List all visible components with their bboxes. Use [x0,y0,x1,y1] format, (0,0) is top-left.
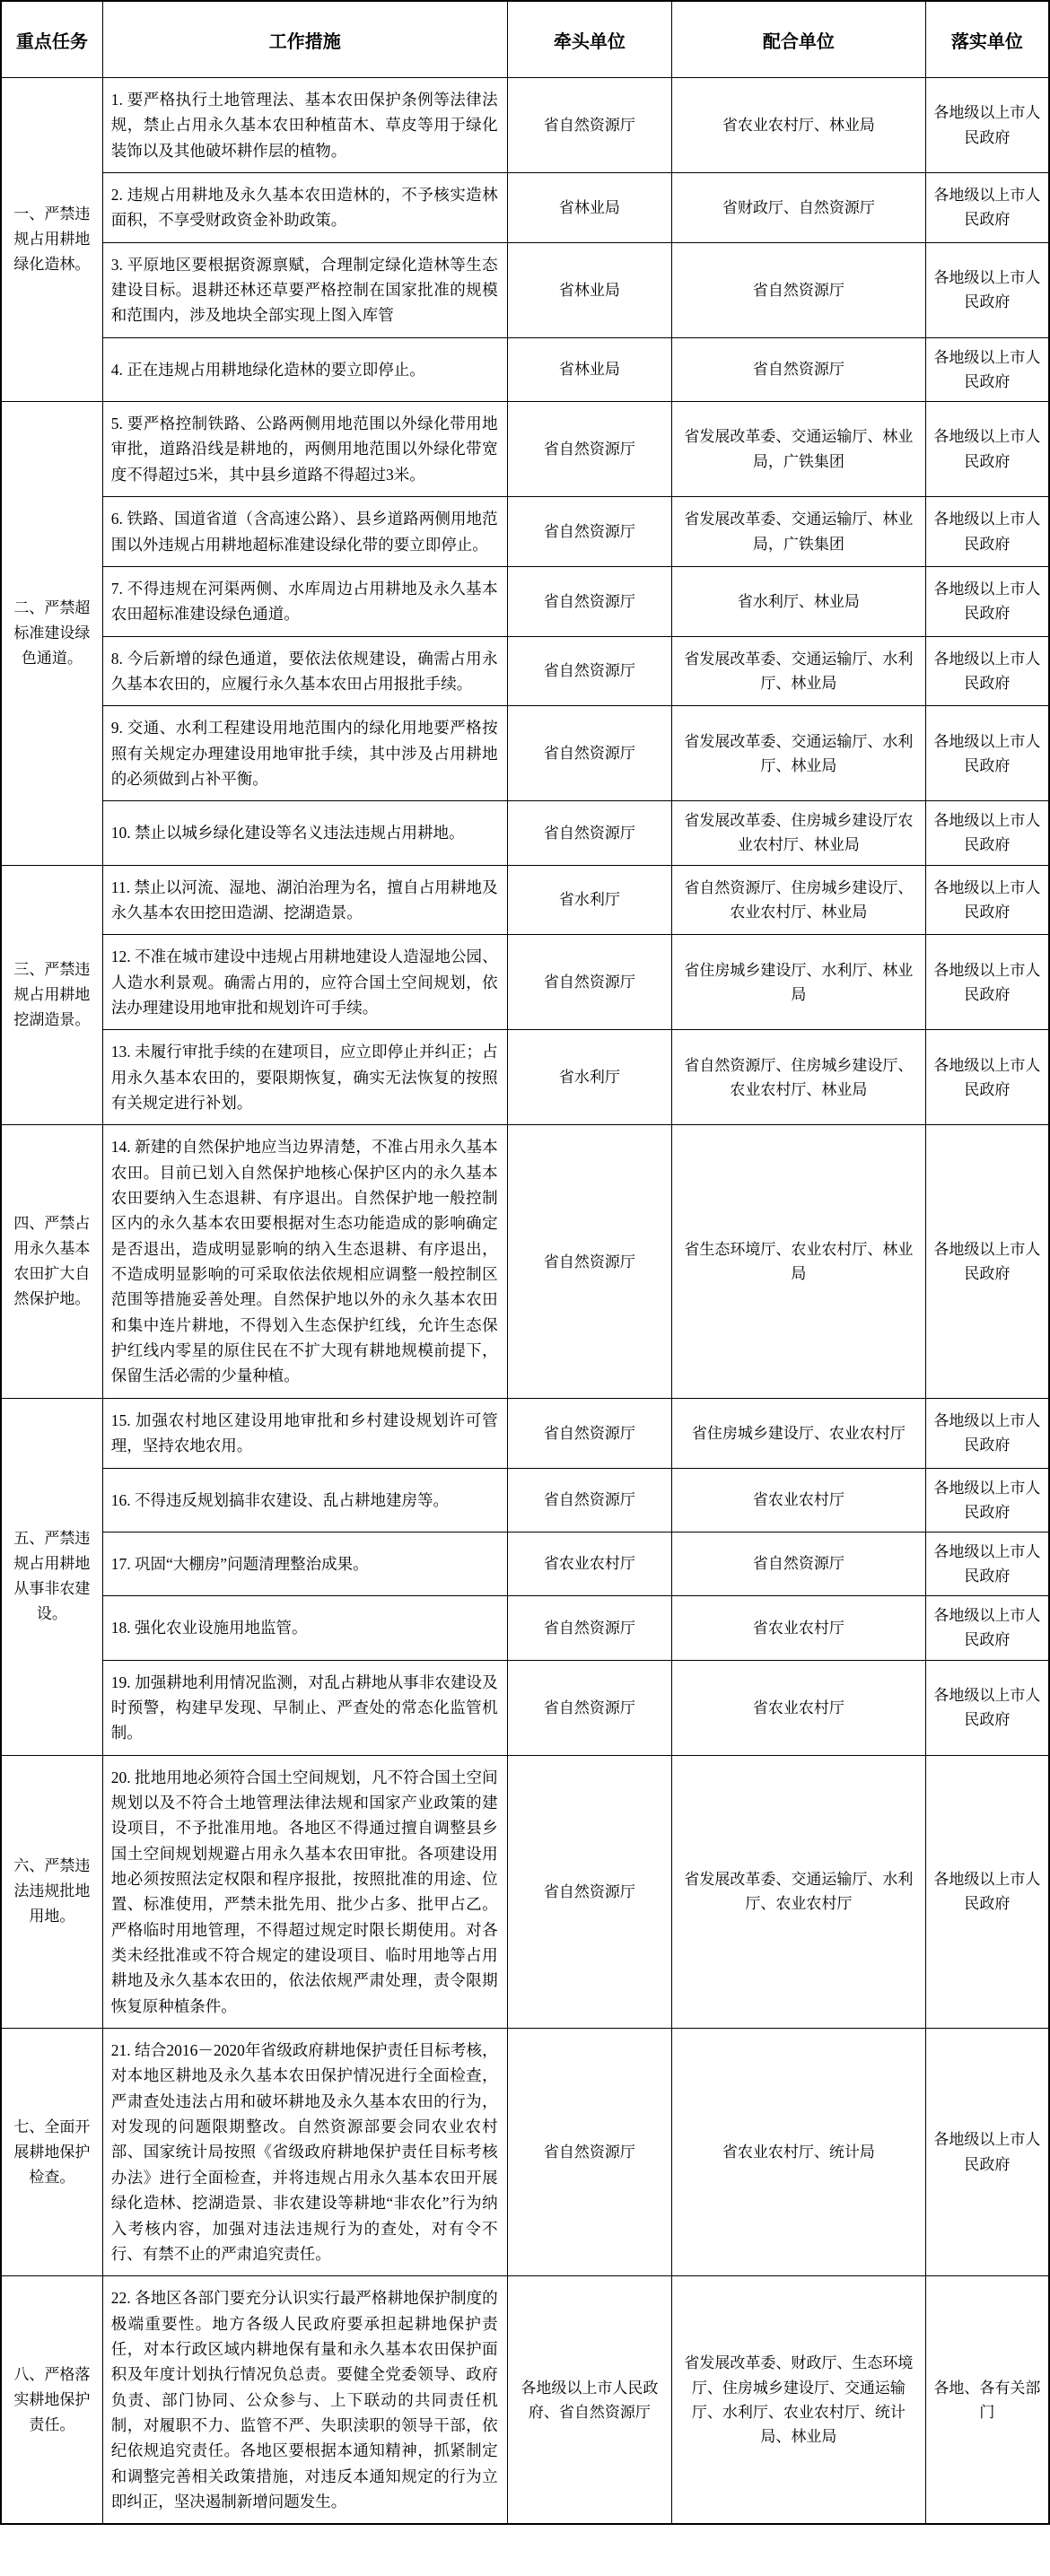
measure-cell: 20. 批地用地必须符合国土空间规划，凡不符合国土空间规划以及不符合土地管理法律法规和国家产业政策的建设项目，不予批准用地。各地区不得通过擅自调整县乡国土空间规划规避占用永久基本农田审批。各项建设用地必须按照法定权限和程序报批，按照批准的用途、位置、标准使用，严禁未批先用、批少占多、批甲占乙。严格临时用地管理，不得超过规定时限长期使用。对各类未经批准或不符合规定的建设项目、临时用地等占用耕地及永久基本农田的，依法依规严肃处理，责令限期恢复原种植条件。 [102,1755,507,2028]
task-cell: 三、严禁违规占用耕地挖湖造景。 [1,865,102,1125]
impl-unit-cell: 各地级以上市人民政府 [925,1125,1049,1398]
measure-cell: 22. 各地区各部门要充分认识实行最严格耕地保护制度的极端重要性。地方各级人民政府要承担起耕地保护责任，对本行政区域内耕地保有量和永久基本农田保护面积及年度计划执行情况负总责。要健全党委领导、政府负责、部门协同、公众参与、上下联动的共同责任机制，对履职不力、监管不严、失职渎职的领导干部，依纪依规追究责任。各地区要根据本通知精神，抓紧制定和调整完善相关政策措施，对违反本通知规定的行为立即纠正，坚决遏制新增问题发生。 [102,2276,507,2525]
header-coop-unit: 配合单位 [672,1,926,78]
measure-cell: 10. 禁止以城乡绿化建设等名义违法违规占用耕地。 [102,801,507,865]
lead-unit-cell: 省林业局 [507,242,671,337]
measure-cell: 13. 未履行审批手续的在建项目，应立即停止并纠正；占用永久基本农田的，要限期恢复，确实无法恢复的按照有关规定进行补划。 [102,1030,507,1125]
measure-cell: 6. 铁路、国道省道（含高速公路）、县乡道路两侧用地范围以外违规占用耕地超标准建设绿化带的要立即停止。 [102,497,507,567]
coop-unit-cell: 省自然资源厅、住房城乡建设厅、农业农村厅、林业局 [672,865,926,935]
impl-unit-cell: 各地级以上市人民政府 [925,935,1049,1030]
coop-unit-cell: 省住房城乡建设厅、农业农村厅 [672,1398,926,1468]
impl-unit-cell: 各地级以上市人民政府 [925,78,1049,173]
table-row [1,1660,1049,1755]
task-cell: 四、严禁占用永久基本农田扩大自然保护地。 [1,1125,102,1398]
coop-unit-cell: 省自然资源厅、住房城乡建设厅、农业农村厅、林业局 [672,1030,926,1125]
table-row [1,1030,1049,1125]
table-row [1,78,1049,173]
task-cell: 二、严禁超标准建设绿色通道。 [1,402,102,866]
measure-cell: 8. 今后新增的绿色通道，要依法依规建设，确需占用永久基本农田的，应履行永久基本农田占用报批手续。 [102,636,507,706]
measure-cell: 17. 巩固“大棚房”问题清理整治成果。 [102,1532,507,1595]
table-row [1,801,1049,865]
coop-unit-cell: 省财政厅、自然资源厅 [672,173,926,243]
table-row [1,173,1049,243]
table-row [1,935,1049,1030]
table-row [1,1532,1049,1595]
table-row [1,865,1049,935]
measure-cell: 14. 新建的自然保护地应当边界清楚，不准占用永久基本农田。目前已划入自然保护地核心保护区内的永久基本农田要纳入生态退耕、有序退出。自然保护地一般控制区内的永久基本农田要根据对生态功能造成的影响确定是否退出，造成明显影响的纳入生态退耕、有序退出，不造成明显影响的可采取依法依规相应调整一般控制区范围等措施妥善处理。自然保护地以外的永久基本农田和集中连片耕地，不得划入生态保护红线，允许生态保护红线内零星的原住民在不扩大现有耕地规模前提下，保留生活必需的少量种植。 [102,1125,507,1398]
measure-cell: 18. 强化农业设施用地监管。 [102,1596,507,1660]
lead-unit-cell: 省自然资源厅 [507,1596,671,1660]
table-body [1,78,1049,2525]
coop-unit-cell: 省住房城乡建设厅、水利厅、林业局 [672,935,926,1030]
coop-unit-cell: 省自然资源厅 [672,337,926,401]
table-row [1,1755,1049,2028]
impl-unit-cell: 各地级以上市人民政府 [925,2029,1049,2276]
lead-unit-cell: 省自然资源厅 [507,78,671,173]
impl-unit-cell: 各地级以上市人民政府 [925,402,1049,497]
measure-cell: 12. 不准在城市建设中违规占用耕地建设人造湿地公园、人造水利景观。确需占用的，应符合国土空间规划，依法办理建设用地审批和规划许可手续。 [102,935,507,1030]
table-row [1,2276,1049,2525]
lead-unit-cell: 省自然资源厅 [507,706,671,801]
impl-unit-cell: 各地级以上市人民政府 [925,566,1049,636]
coop-unit-cell: 省农业农村厅、林业局 [672,78,926,173]
coop-unit-cell: 省农业农村厅、统计局 [672,2029,926,2276]
lead-unit-cell: 省自然资源厅 [507,1468,671,1532]
measure-cell: 11. 禁止以河流、湿地、湖泊治理为名，擅自占用耕地及永久基本农田挖田造湖、挖湖造景。 [102,865,507,935]
task-cell: 一、严禁违规占用耕地绿化造林。 [1,78,102,402]
impl-unit-cell: 各地级以上市人民政府 [925,1755,1049,2028]
impl-unit-cell: 各地、各有关部门 [925,2276,1049,2525]
table-row [1,242,1049,337]
table-row [1,566,1049,636]
impl-unit-cell: 各地级以上市人民政府 [925,173,1049,243]
task-cell: 五、严禁违规占用耕地从事非农建设。 [1,1398,102,1755]
lead-unit-cell: 省水利厅 [507,1030,671,1125]
lead-unit-cell: 省自然资源厅 [507,1755,671,2028]
measure-cell: 5. 要严格控制铁路、公路两侧用地范围以外绿化带用地审批，道路沿线是耕地的，两侧用地范围以外绿化带宽度不得超过5米，其中县乡道路不得超过3米。 [102,402,507,497]
impl-unit-cell: 各地级以上市人民政府 [925,1468,1049,1532]
lead-unit-cell: 省自然资源厅 [507,402,671,497]
impl-unit-cell: 各地级以上市人民政府 [925,1532,1049,1595]
lead-unit-cell: 省自然资源厅 [507,497,671,567]
lead-unit-cell: 省自然资源厅 [507,801,671,865]
lead-unit-cell: 省自然资源厅 [507,566,671,636]
table-row [1,1125,1049,1398]
coop-unit-cell: 省发展改革委、住房城乡建设厅农业农村厅、林业局 [672,801,926,865]
impl-unit-cell: 各地级以上市人民政府 [925,801,1049,865]
impl-unit-cell: 各地级以上市人民政府 [925,865,1049,935]
table-row [1,1468,1049,1532]
coop-unit-cell: 省自然资源厅 [672,242,926,337]
measure-cell: 15. 加强农村地区建设用地审批和乡村建设规划许可管理，坚持农地农用。 [102,1398,507,1468]
measure-cell: 16. 不得违反规划搞非农建设、乱占耕地建房等。 [102,1468,507,1532]
impl-unit-cell: 各地级以上市人民政府 [925,497,1049,567]
measure-cell: 3. 平原地区要根据资源禀赋，合理制定绿化造林等生态建设目标。退耕还林还草要严格控制在国家批准的规模和范围内，涉及地块全部实现上图入库管 [102,242,507,337]
impl-unit-cell: 各地级以上市人民政府 [925,1596,1049,1660]
table-row [1,1596,1049,1660]
lead-unit-cell: 省自然资源厅 [507,1398,671,1468]
coop-unit-cell: 省农业农村厅 [672,1468,926,1532]
impl-unit-cell: 各地级以上市人民政府 [925,1030,1049,1125]
lead-unit-cell: 省自然资源厅 [507,1125,671,1398]
table-row [1,706,1049,801]
impl-unit-cell: 各地级以上市人民政府 [925,242,1049,337]
task-cell: 七、全面开展耕地保护检查。 [1,2029,102,2276]
coop-unit-cell: 省发展改革委、交通运输厅、水利厅、农业农村厅 [672,1755,926,2028]
table-header [1,1,1049,78]
table-row [1,2029,1049,2276]
table-row [1,497,1049,567]
task-cell: 六、严禁违法违规批地用地。 [1,1755,102,2028]
coop-unit-cell: 省发展改革委、交通运输厅、林业局，广铁集团 [672,497,926,567]
coop-unit-cell: 省自然资源厅 [672,1532,926,1595]
lead-unit-cell: 省林业局 [507,337,671,401]
header-impl-unit: 落实单位 [925,1,1049,78]
impl-unit-cell: 各地级以上市人民政府 [925,636,1049,706]
header-work-measures: 工作措施 [102,1,507,78]
lead-unit-cell: 省农业农村厅 [507,1532,671,1595]
measure-cell: 1. 要严格执行土地管理法、基本农田保护条例等法律法规，禁止占用永久基本农田种植苗木、草皮等用于绿化装饰以及其他破坏耕作层的植物。 [102,78,507,173]
impl-unit-cell: 各地级以上市人民政府 [925,337,1049,401]
table-row [1,636,1049,706]
measure-cell: 4. 正在违规占用耕地绿化造林的要立即停止。 [102,337,507,401]
lead-unit-cell: 省自然资源厅 [507,1660,671,1755]
measure-cell: 7. 不得违规在河渠两侧、水库周边占用耕地及永久基本农田超标准建设绿色通道。 [102,566,507,636]
header-key-tasks: 重点任务 [1,1,102,78]
table-row [1,337,1049,401]
header-lead-unit: 牵头单位 [507,1,671,78]
header-row [1,1,1049,78]
coop-unit-cell: 省农业农村厅 [672,1660,926,1755]
lead-unit-cell: 省自然资源厅 [507,935,671,1030]
table-row [1,1398,1049,1468]
measure-cell: 9. 交通、水利工程建设用地范围内的绿化用地要严格按照有关规定办理建设用地审批手续，其中涉及占用耕地的必须做到占补平衡。 [102,706,507,801]
impl-unit-cell: 各地级以上市人民政府 [925,1660,1049,1755]
lead-unit-cell: 省自然资源厅 [507,2029,671,2276]
lead-unit-cell: 省自然资源厅 [507,636,671,706]
coop-unit-cell: 省生态环境厅、农业农村厅、林业局 [672,1125,926,1398]
coop-unit-cell: 省水利厅、林业局 [672,566,926,636]
coop-unit-cell: 省发展改革委、交通运输厅、水利厅、林业局 [672,706,926,801]
table-row [1,402,1049,497]
coop-unit-cell: 省农业农村厅 [672,1596,926,1660]
measure-cell: 21. 结合2016－2020年省级政府耕地保护责任目标考核，对本地区耕地及永久基本农田保护情况进行全面检查，严肃查处违法占用和破坏耕地及永久基本农田的行为，对发现的问题限期整改。自然资源部要会同农业农村部、国家统计局按照《省级政府耕地保护责任目标考核办法》进行全面检查，并将违规占用永久基本农田开展绿化造林、挖湖造景、非农建设等耕地“非农化”行为纳入考核内容，加强对违法违规行为的查处，对有令不行、有禁不止的严肃追究责任。 [102,2029,507,2276]
coop-unit-cell: 省发展改革委、交通运输厅、林业局，广铁集团 [672,402,926,497]
lead-unit-cell: 省水利厅 [507,865,671,935]
measure-cell: 19. 加强耕地利用情况监测，对乱占耕地从事非农建设及时预警，构建早发现、早制止、严查处的常态化监管机制。 [102,1660,507,1755]
task-cell: 八、严格落实耕地保护责任。 [1,2276,102,2525]
lead-unit-cell: 各地级以上市人民政府、省自然资源厅 [507,2276,671,2525]
impl-unit-cell: 各地级以上市人民政府 [925,1398,1049,1468]
measure-cell: 2. 违规占用耕地及永久基本农田造林的，不予核实造林面积，不享受财政资金补助政策。 [102,173,507,243]
coop-unit-cell: 省发展改革委、交通运输厅、水利厅、林业局 [672,636,926,706]
impl-unit-cell: 各地级以上市人民政府 [925,706,1049,801]
coop-unit-cell: 省发展改革委、财政厅、生态环境厅、住房城乡建设厅、交通运输厅、水利厅、农业农村厅、统计局、林业局 [672,2276,926,2525]
lead-unit-cell: 省林业局 [507,173,671,243]
